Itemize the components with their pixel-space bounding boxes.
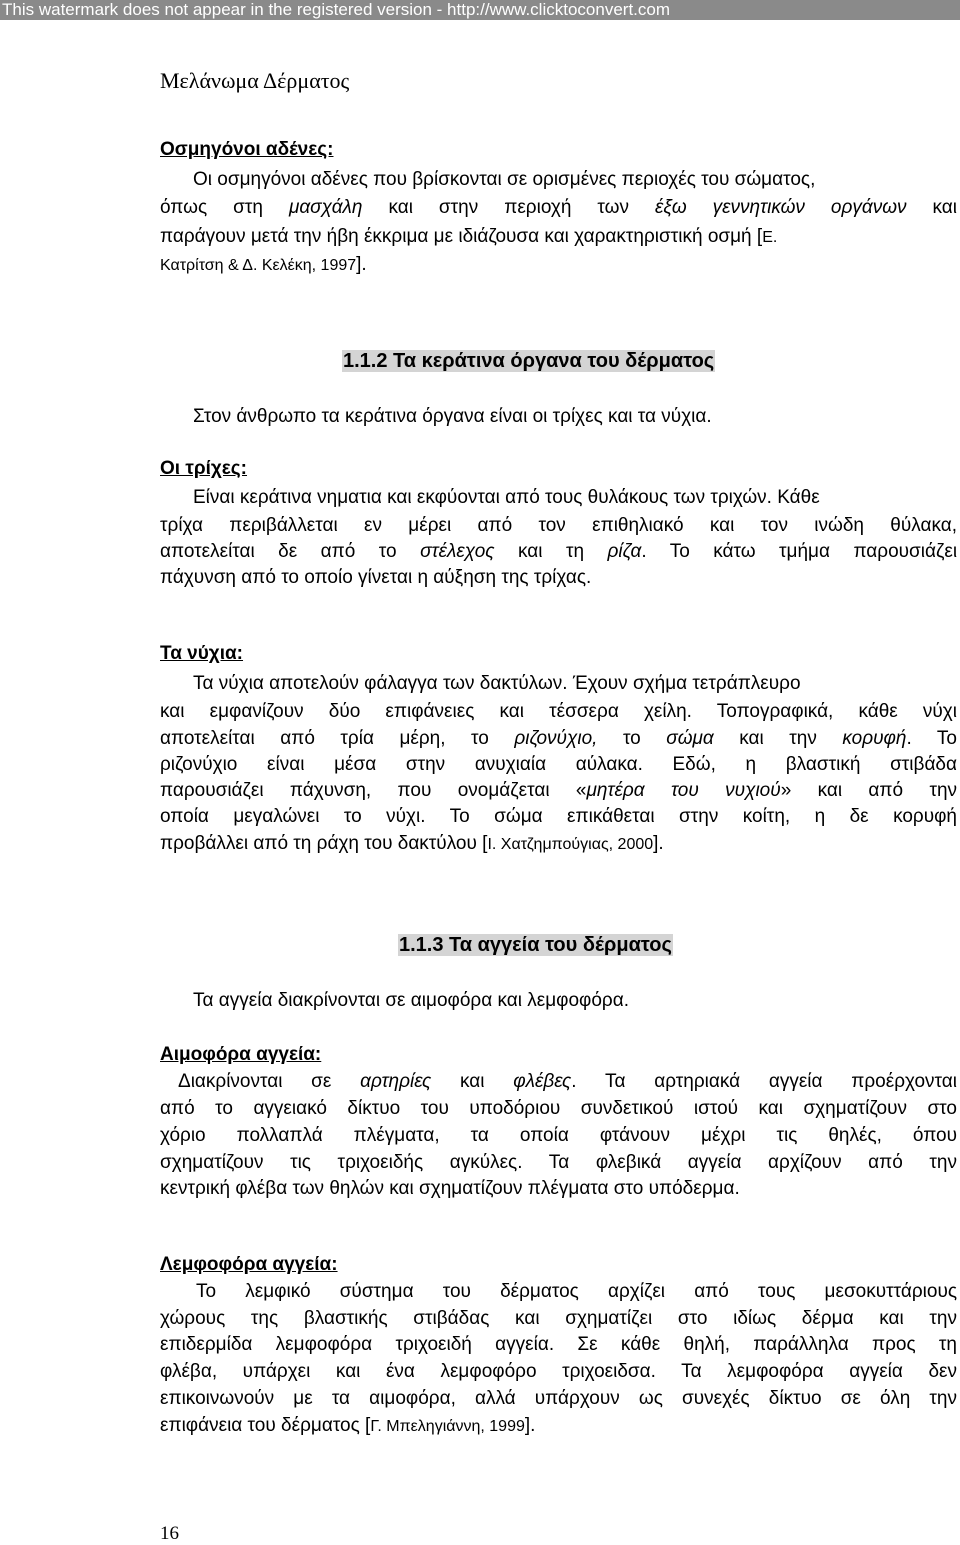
sweat-line-3 xyxy=(160,226,777,248)
text: και την xyxy=(739,728,817,749)
nails-line-6: οποία μεγαλώνει το νύχι. Το σώμα επικάθεται στην κοίτη, η δε κορυφή xyxy=(160,806,957,827)
citation: Κατρίτση & Δ. Κελέκη, 1997 xyxy=(160,257,357,274)
text: . Το κάτω τμήμα παρουσιάζει xyxy=(641,541,958,562)
text-italic: ριζονύχιο, xyxy=(514,728,598,749)
text: » και από την xyxy=(780,780,958,801)
text: και xyxy=(932,197,957,218)
text-italic: κορυφή xyxy=(842,728,907,749)
hair-line-2: τρίχα περιβάλλεται εν μέρει από τον επιθηλιακό και τον ινώδη θύλακα, xyxy=(160,515,957,536)
text-italic: σώμα xyxy=(666,728,714,749)
blood-line-5: κεντρική φλέβα των θηλών και σχηματίζουν πλέγματα στο υπόδερμα. xyxy=(160,1178,740,1199)
text-italic: φλέβες xyxy=(513,1071,572,1092)
blood-line-3: χόριο πολλαπλά πλέγματα, τα οποία φτάνουν μέχρι τις θηλές, όπου xyxy=(160,1125,957,1146)
text: . Το xyxy=(906,728,958,749)
text-italic: ρίζα xyxy=(607,541,642,562)
text: ]. xyxy=(524,1415,536,1436)
watermark-bar xyxy=(0,0,960,20)
text-italic: στέλεχος xyxy=(420,541,495,562)
blood-line-1 xyxy=(178,1071,957,1093)
text: ]. xyxy=(653,833,664,854)
text: . Τα αρτηριακά αγγεία προέρχονται xyxy=(571,1071,957,1092)
nails-line-3 xyxy=(160,728,957,750)
text: όπως στη xyxy=(160,197,263,218)
text: ]. xyxy=(356,254,367,275)
text-italic: μητέρα του νυχιού xyxy=(586,780,781,801)
lymph-line-6 xyxy=(160,1415,535,1437)
text: και xyxy=(460,1071,485,1092)
lymph-line-2: χώρους της βλαστικής στιβάδας και σχηματίζει στο ιδίως δέρμα και την xyxy=(160,1308,957,1329)
watermark-text: This watermark does not appear in the registered version - http://www.clicktoconvert.com xyxy=(2,0,671,19)
text: αποτελείται από τρία μέρη, το xyxy=(160,728,489,749)
nails-line-1: Τα νύχια αποτελούν φάλαγγα των δακτύλων. Έχουν σχήμα τετράπλευρο xyxy=(193,673,801,694)
hair-line-4: πάχυνση από το οποίο γίνεται η αύξηση της τρίχας. xyxy=(160,567,592,588)
citation: Γ. Μπεληγιάννη, 1999 xyxy=(370,1418,525,1435)
nails-line-2: και εμφανίζουν δύο επιφάνειες και τέσσερα χείλη. Τοπογραφικά, κάθε νύχι xyxy=(160,701,957,722)
text: και τη xyxy=(518,541,585,562)
blood-line-4: σχηματίζουν τις τριχοειδής αγκύλες. Τα φλεβικά αγγεία αρχίζουν από την xyxy=(160,1152,957,1173)
keratin-intro: Στον άνθρωπο τα κεράτινα όργανα είναι οι τρίχες και τα νύχια. xyxy=(193,406,712,427)
lymph-line-1: Το λεμφικό σύστημα του δέρματος αρχίζει από τους μεσοκυττάριους xyxy=(196,1281,957,1302)
citation: Ι. Χατζημπούγιας, 2000 xyxy=(487,836,654,853)
lymph-line-5: επικοινωνούν με τα αιμοφόρα, αλλά υπάρχουν ως συνεχές δίκτυο σε όλη την xyxy=(160,1388,957,1409)
nails-line-4: ριζονύχιο είναι μέσα στην ανυχιαία αύλακα. Εδώ, η βλαστική στιβάδα xyxy=(160,754,957,775)
lymph-vessels-heading: Λεμφοφόρα αγγεία: xyxy=(160,1254,338,1275)
text-italic: αρτηρίες xyxy=(360,1071,432,1092)
page-number: 16 xyxy=(160,1523,179,1544)
lymph-line-4: φλέβα, υπάρχει και ένα λεμφοφόρο τριχοειδσα. Τα λεμφοφόρα αγγεία δεν xyxy=(160,1361,957,1382)
text: αποτελείται δε από το xyxy=(160,541,397,562)
text: Διακρίνονται σε xyxy=(178,1071,332,1092)
text: επιφάνεια του δέρματος [ xyxy=(160,1415,371,1436)
section-heading-1-1-3 xyxy=(398,934,673,957)
text: παρουσιάζει πάχυνση, που ονομάζεται « xyxy=(160,780,587,801)
sweat-line-2 xyxy=(160,197,957,219)
citation: Ε. xyxy=(762,229,778,246)
hair-line-1: Είναι κεράτινα νηματια και εκφύονται από τους θυλάκους των τριχών. Κάθε xyxy=(193,487,820,508)
blood-line-2: από το αγγειακό δίκτυο του υποδόριου συνδετικού ιστού και σχηματίζουν στο xyxy=(160,1098,957,1119)
blood-vessels-heading: Αιμοφόρα αγγεία: xyxy=(160,1044,322,1065)
text: προβάλλει από τη ράχη του δακτύλου [ xyxy=(160,833,488,854)
sweat-line-1: Οι οσμηγόνοι αδένες που βρίσκονται σε ορισμένες περιοχές του σώματος, xyxy=(193,169,816,190)
lymph-line-3: επιδερμίδα λεμφοφόρα τριχοειδή αγγεία. Σε κάθε θηλή, παράλληλα προς τη xyxy=(160,1334,957,1355)
hair-heading: Οι τρίχες: xyxy=(160,458,248,479)
text-italic: έξω γεννητικών οργάνων xyxy=(654,197,907,218)
text: παράγουν μετά την ήβη έκκριμα με ιδιάζουσα και χαρακτηριστική οσμή [ xyxy=(160,226,763,247)
text-italic: μασχάλη xyxy=(288,197,363,218)
text: το xyxy=(622,728,641,749)
page-title: Μελάνωμα Δέρματος xyxy=(160,68,350,93)
section-title: 1.1.3 Τα αγγεία του δέρματος xyxy=(399,934,672,956)
sweat-line-4 xyxy=(160,254,367,276)
vessels-intro: Τα αγγεία διακρίνονται σε αιμοφόρα και λεμφοφόρα. xyxy=(193,990,629,1011)
text: και στην περιοχή των xyxy=(388,197,629,218)
section-title: 1.1.2 Τα κεράτινα όργανα του δέρματος xyxy=(343,350,715,372)
nails-heading: Τα νύχια: xyxy=(160,643,244,664)
section-heading-1-1-2 xyxy=(342,350,715,373)
nails-line-5 xyxy=(160,780,957,802)
hair-line-3 xyxy=(160,541,957,563)
nails-line-7 xyxy=(160,833,664,855)
sweat-glands-heading: Οσμηγόνοι αδένες: xyxy=(160,139,334,160)
